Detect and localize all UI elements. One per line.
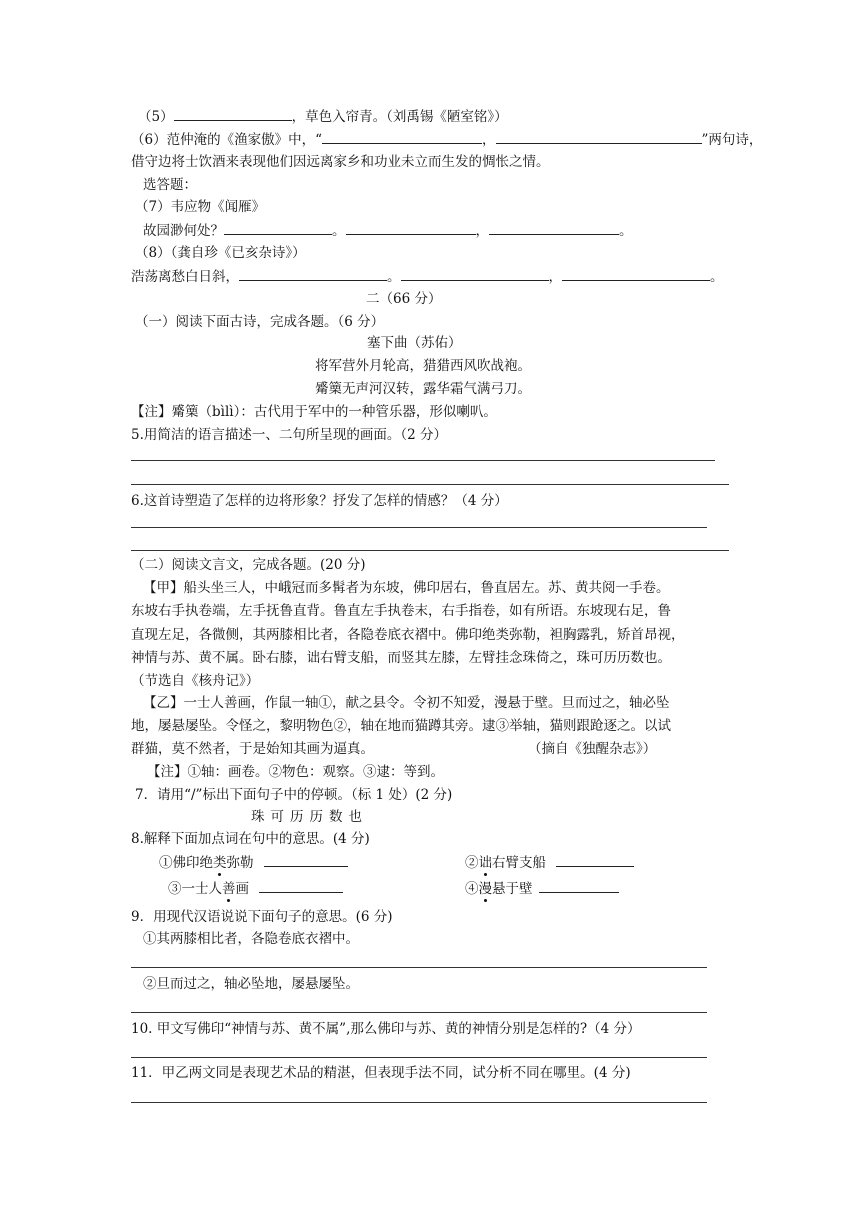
poem-title: 塞下曲（苏佑） <box>367 335 462 351</box>
question-9: 9．用现代汉语说说下面句子的意思。(6 分) <box>131 909 393 925</box>
question-8-fill <box>131 266 724 287</box>
answer-line[interactable] <box>131 527 707 528</box>
dotted-word: 漫 <box>478 881 492 897</box>
part-2-intro: （二）阅读文言文，完成各题。(20 分) <box>131 557 366 573</box>
answer-blank[interactable] <box>556 852 634 867</box>
dotted-word: 善 <box>222 881 236 897</box>
passage-yi-source: （摘自《独醒杂志》） <box>528 741 657 757</box>
answer-line[interactable] <box>131 460 715 461</box>
passage-note: 【注】①轴：画卷。②物色：观察。③逮：等到。 <box>147 764 444 780</box>
question-8: 8.解释下面加点词在句中的意思。(4 分) <box>131 831 370 847</box>
item-text: ③一士人 <box>168 881 222 897</box>
answer-line[interactable] <box>131 550 729 551</box>
question-8-title: （8）（龚自珍《已亥杂诗》） <box>135 245 306 261</box>
answer-blank[interactable] <box>401 266 549 281</box>
answer-blank[interactable] <box>264 852 348 867</box>
question-text: 浩荡离愁白日斜， <box>131 269 239 285</box>
question-text: 故园渺何处？ <box>143 223 224 239</box>
q8-item-2 <box>465 852 634 873</box>
item-text: ② <box>465 855 479 871</box>
item-text: 右臂支船 <box>492 855 546 871</box>
item-text: 弥勒 <box>226 855 254 871</box>
poem-line-1: 将军营外月轮高，猎猎西风吹战袍。 <box>315 358 531 374</box>
passage-jia-line: 直现左足，各微侧，其两膝相比者，各隐卷底衣褶中。佛印绝类弥勒，袒胸露乳，矫首昂视， <box>131 627 685 643</box>
q8-item-3 <box>168 878 343 899</box>
q7-sentence[interactable]: 珠可历历数也 <box>251 809 368 825</box>
answer-blank[interactable] <box>496 129 702 144</box>
question-text: ”两句诗， <box>701 132 763 148</box>
answer-blank[interactable] <box>489 220 619 235</box>
question-5: 5.用简洁的语言描述一、二句所呈现的画面。（2 分） <box>131 427 448 443</box>
answer-blank[interactable] <box>539 878 619 893</box>
question-number: （5） <box>138 109 174 125</box>
question-10: 10. 甲文写佛印“神情与苏、黄不属”,那么佛印与苏、黄的神情分别是怎样的?（4 分） <box>131 1021 641 1037</box>
question-text: ，草色入帘青。（刘禹锡《陋室铭》） <box>291 109 508 125</box>
section-2-heading: 二（66 分） <box>366 291 442 307</box>
answer-line[interactable] <box>131 1057 707 1058</box>
answer-line[interactable] <box>131 967 707 968</box>
answer-blank[interactable] <box>174 106 292 121</box>
punctuation: ， <box>482 132 496 148</box>
poem-line-2: 觱篥无声河汉转，露华霜气满弓刀。 <box>315 381 531 397</box>
punctuation: 。 <box>332 223 346 239</box>
punctuation: 。 <box>619 223 633 239</box>
passage-jia-line: 神情与苏、黄不属。卧右膝，诎右臂支船，而竖其左膝，左臂挂念珠倚之，珠可历历数也。 <box>131 650 671 666</box>
passage-jia-source: （节选自《核舟记》） <box>131 673 260 689</box>
question-6: 6.这首诗塑造了怎样的边将形象？抒发了怎样的情感？（4 分） <box>131 493 508 509</box>
answer-line[interactable] <box>131 1102 707 1103</box>
punctuation: 。 <box>387 269 401 285</box>
q8-item-4 <box>465 878 619 899</box>
item-text: 画 <box>235 881 249 897</box>
passage-yi-line: 地，屡悬屡坠。令怪之，黎明物色②，轴在地而猫蹲其旁。逮③举轴，猫则跟跄逐之。以试 <box>131 718 671 734</box>
question-7-title: （7）韦应物《闻雁》 <box>135 199 266 215</box>
item-text: ④ <box>465 881 479 897</box>
poem-note: 【注】觱篥（bìlì）：古代用于军中的一种管乐器，形似喇叭。 <box>131 404 497 420</box>
answer-blank[interactable] <box>322 129 482 144</box>
punctuation: 。 <box>710 269 724 285</box>
answer-line[interactable] <box>131 484 729 485</box>
item-text: 悬于壁 <box>492 881 533 897</box>
answer-blank[interactable] <box>224 220 332 235</box>
q8-item-1 <box>159 852 348 873</box>
passage-yi-line: 【乙】一士人善画，作鼠一轴①，献之县令。令初不知爱，漫悬于壁。旦而过之，轴必坠 <box>143 695 670 711</box>
question-7-fill <box>143 220 633 241</box>
question-6-line2: 借守边将士饮酒来表现他们因远离家乡和功业未立而生发的惆怅之情。 <box>131 154 550 170</box>
passage-yi-line: 群猫，莫不然者，于是始知其画为逼真。 <box>131 741 374 757</box>
answer-blank[interactable] <box>259 878 343 893</box>
elective-heading: 选答题： <box>143 177 197 193</box>
answer-blank[interactable] <box>346 220 476 235</box>
answer-blank[interactable] <box>239 266 387 281</box>
punctuation: ， <box>548 269 562 285</box>
passage-jia-line: 东坡右手执卷端，左手抚鲁直背。鲁直左手执卷末，右手指卷，如有所语。东坡现右足，鲁 <box>131 603 671 619</box>
dotted-word: 诎 <box>478 855 492 871</box>
question-5-fill <box>138 106 508 127</box>
dotted-word: 类 <box>213 855 227 871</box>
item-text: ①佛印绝 <box>159 855 213 871</box>
passage-jia-line: 【甲】船头坐三人，中峨冠而多髯者为东坡，佛印居右，鲁直居左。苏、黄共阅一手卷。 <box>143 580 670 596</box>
part-1-intro: （一）阅读下面古诗，完成各题。（6 分） <box>135 314 385 330</box>
question-11: 11．甲乙两文同是表现艺术品的精湛，但表现手法不同，试分析不同在哪里。(4 分) <box>131 1065 631 1081</box>
punctuation: ， <box>475 223 489 239</box>
question-7: 7．请用“/”标出下面句子中的停顿。（标 1 处）(2 分) <box>135 787 453 803</box>
question-6-fill <box>131 129 762 150</box>
q9-sentence-2: ②旦而过之，轴必坠地，屡悬屡坠。 <box>143 976 359 992</box>
question-text: （6）范仲淹的《渔家傲》中，“ <box>131 132 322 148</box>
answer-blank[interactable] <box>562 266 710 281</box>
answer-line[interactable] <box>131 1012 707 1013</box>
q9-sentence-1: ①其两膝相比者，各隐卷底衣褶中。 <box>143 931 359 947</box>
